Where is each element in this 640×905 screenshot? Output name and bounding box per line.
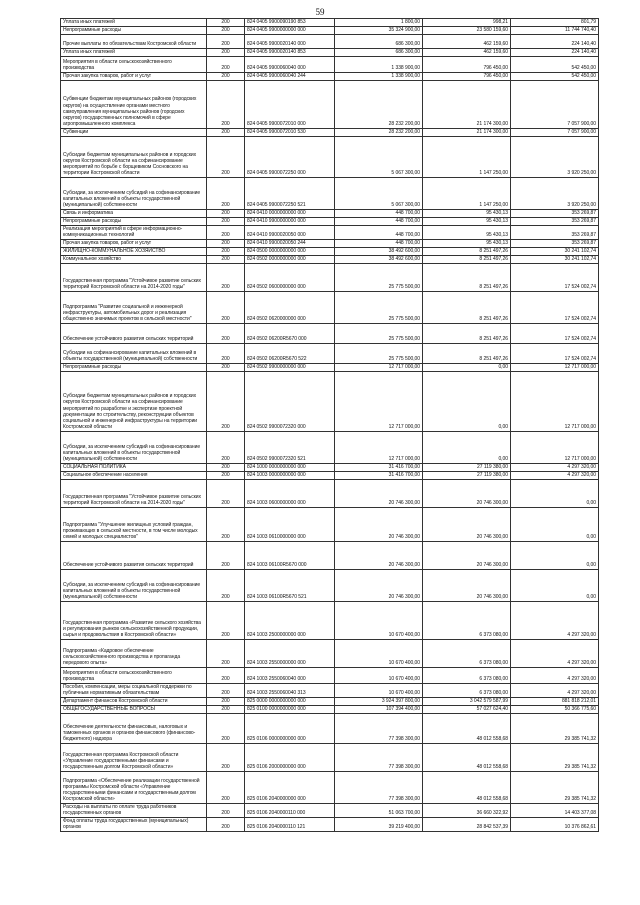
cell-classification-code: 824 0405 9900072250 000 bbox=[245, 137, 335, 178]
cell-classification-code: 824 0405 9900020140 853 bbox=[245, 49, 335, 57]
cell-remainder: 12 717 000,00 bbox=[511, 372, 599, 432]
cell-classification-code: 824 0500 0000000000 000 bbox=[245, 248, 335, 256]
cell-remainder: 0,00 bbox=[511, 542, 599, 570]
cell-admin-code: 200 bbox=[207, 210, 245, 218]
cell-admin-code: 200 bbox=[207, 432, 245, 464]
cell-budget-approved: 10 670 400,00 bbox=[335, 684, 423, 698]
table-row bbox=[61, 35, 599, 49]
table-row bbox=[61, 137, 599, 178]
cell-budget-approved: 12 717 000,00 bbox=[335, 432, 423, 464]
cell-classification-code: 824 0405 9900072010 000 bbox=[245, 81, 335, 129]
cell-admin-code: 200 bbox=[207, 818, 245, 832]
cell-admin-code: 200 bbox=[207, 570, 245, 602]
cell-admin-code: 200 bbox=[207, 472, 245, 480]
cell-executed: 6 373 080,00 bbox=[423, 602, 511, 640]
cell-classification-code: 825 0106 2040000000 000 bbox=[245, 772, 335, 804]
cell-remainder: 29 385 741,32 bbox=[511, 744, 599, 772]
cell-name: Обеспечение деятельности финансовых, налоговых и таможенных органов и органов финансового (финансово-бюджетного) надзора bbox=[61, 714, 207, 744]
cell-classification-code: 824 0405 9900060040 000 bbox=[245, 57, 335, 73]
cell-executed: 8 251 497,26 bbox=[423, 256, 511, 264]
table-row bbox=[61, 324, 599, 344]
cell-name: Подпрограмма «Обеспечение реализации государственной программы Костромской области «Управление государственными финансами и государственным долгом Костромской области» bbox=[61, 772, 207, 804]
table-row bbox=[61, 714, 599, 744]
cell-name: Пособия, компенсации, меры социальной поддержки по публичным нормативным обязательствам bbox=[61, 684, 207, 698]
cell-name: Государственная программа "Устойчивое развитие сельских территорий Костромской области на 2014-2020 годы" bbox=[61, 480, 207, 508]
cell-executed: 0,00 bbox=[423, 432, 511, 464]
cell-budget-approved: 1 800,00 bbox=[335, 19, 423, 27]
cell-executed: 27 119 380,00 bbox=[423, 464, 511, 472]
cell-admin-code: 200 bbox=[207, 640, 245, 668]
cell-classification-code: 824 0502 0620000000 000 bbox=[245, 292, 335, 324]
cell-admin-code: 200 bbox=[207, 129, 245, 137]
cell-remainder: 17 524 002,74 bbox=[511, 344, 599, 364]
cell-admin-code: 200 bbox=[207, 372, 245, 432]
cell-budget-approved: 31 416 700,00 bbox=[335, 464, 423, 472]
table-row bbox=[61, 508, 599, 542]
table-body bbox=[61, 19, 599, 832]
cell-name: Подпрограмма "Развитие социальной и инженерной инфраструктуры, автомобильных дорог и реализация общественно значимых проектов в сельской местности" bbox=[61, 292, 207, 324]
cell-executed: 6 373 080,00 bbox=[423, 684, 511, 698]
cell-classification-code: 824 0502 9900072320 000 bbox=[245, 372, 335, 432]
cell-executed: 20 746 300,00 bbox=[423, 570, 511, 602]
table-row bbox=[61, 542, 599, 570]
cell-classification-code: 824 0410 9900020050 244 bbox=[245, 240, 335, 248]
cell-classification-code: 824 1003 0610000000 000 bbox=[245, 508, 335, 542]
table-row bbox=[61, 178, 599, 210]
table-row bbox=[61, 226, 599, 240]
cell-executed: 6 373 080,00 bbox=[423, 668, 511, 684]
cell-budget-approved: 39 219 400,00 bbox=[335, 818, 423, 832]
cell-classification-code: 824 0502 06200R5670 522 bbox=[245, 344, 335, 364]
table-row bbox=[61, 698, 599, 706]
cell-classification-code: 824 1003 0000000000 000 bbox=[245, 472, 335, 480]
cell-budget-approved: 107 394 400,00 bbox=[335, 706, 423, 714]
cell-remainder: 17 524 002,74 bbox=[511, 292, 599, 324]
cell-executed: 20 746 300,00 bbox=[423, 542, 511, 570]
cell-name: Субвенции bbox=[61, 129, 207, 137]
cell-remainder: 353 269,87 bbox=[511, 210, 599, 218]
table-row bbox=[61, 19, 599, 27]
table-row bbox=[61, 264, 599, 292]
cell-budget-approved: 3 924 397 800,00 bbox=[335, 698, 423, 706]
cell-name: Подпрограмма «Кадровое обеспечение сельскохозяйственного производства и пропаганда передового опыта» bbox=[61, 640, 207, 668]
cell-executed: 462 159,60 bbox=[423, 49, 511, 57]
cell-admin-code: 200 bbox=[207, 464, 245, 472]
cell-classification-code: 825 0106 2040000110 000 bbox=[245, 804, 335, 818]
table-row bbox=[61, 49, 599, 57]
cell-remainder: 30 241 102,74 bbox=[511, 248, 599, 256]
cell-executed: 48 012 558,68 bbox=[423, 714, 511, 744]
cell-budget-approved: 686 300,00 bbox=[335, 49, 423, 57]
cell-admin-code: 200 bbox=[207, 73, 245, 81]
cell-budget-approved: 686 300,00 bbox=[335, 35, 423, 49]
cell-budget-approved: 1 338 900,00 bbox=[335, 57, 423, 73]
cell-name: СОЦИАЛЬНАЯ ПОЛИТИКА bbox=[61, 464, 207, 472]
cell-executed: 1 147 250,00 bbox=[423, 137, 511, 178]
table-row bbox=[61, 464, 599, 472]
cell-name: Реализация мероприятий в сфере информационно-коммуникационных технологий bbox=[61, 226, 207, 240]
cell-remainder: 12 717 000,00 bbox=[511, 364, 599, 372]
table-row bbox=[61, 570, 599, 602]
cell-admin-code: 200 bbox=[207, 714, 245, 744]
cell-name: Расходы на выплаты по оплате труда работников государственных органов bbox=[61, 804, 207, 818]
cell-remainder: 3 920 250,00 bbox=[511, 178, 599, 210]
table-row bbox=[61, 210, 599, 218]
cell-name: Субсидии на софинансирование капитальных вложений в объекты государственной (муниципальной) собственности bbox=[61, 344, 207, 364]
cell-remainder: 29 385 741,32 bbox=[511, 714, 599, 744]
cell-classification-code: 824 1003 0600000000 000 bbox=[245, 480, 335, 508]
cell-budget-approved: 25 775 500,00 bbox=[335, 264, 423, 292]
cell-remainder: 50 366 775,60 bbox=[511, 706, 599, 714]
cell-budget-approved: 38 492 600,00 bbox=[335, 256, 423, 264]
cell-name: Подпрограмма "Улучшение жилищных условий граждан, проживающих в сельской местности, в том числе молодых семей и молодых специалистов" bbox=[61, 508, 207, 542]
cell-name: Социальное обеспечение населения bbox=[61, 472, 207, 480]
cell-classification-code: 825 0106 2040000110 121 bbox=[245, 818, 335, 832]
cell-remainder: 801,79 bbox=[511, 19, 599, 27]
cell-admin-code: 200 bbox=[207, 684, 245, 698]
cell-admin-code: 200 bbox=[207, 27, 245, 35]
cell-name: Государственная программа "Устойчивое развитие сельских территорий Костромской области на 2014-2020 годы" bbox=[61, 264, 207, 292]
cell-classification-code: 825 0106 2000000000 000 bbox=[245, 744, 335, 772]
cell-classification-code: 824 0405 9900072250 521 bbox=[245, 178, 335, 210]
cell-budget-approved: 38 492 600,00 bbox=[335, 248, 423, 256]
cell-name: Прочая закупка товаров, работ и услуг bbox=[61, 240, 207, 248]
cell-executed: 462 159,60 bbox=[423, 35, 511, 49]
cell-name: Государственная программа Костромской области «Управление государственными финансами и государственным долгом Костромской области» bbox=[61, 744, 207, 772]
cell-executed: 998,21 bbox=[423, 19, 511, 27]
cell-admin-code: 200 bbox=[207, 178, 245, 210]
cell-remainder: 12 717 000,00 bbox=[511, 432, 599, 464]
cell-name: Субвенции бюджетам муниципальных районов (городских округов) на осуществление органами местного самоуправления муниципальных районов (городских округов) государственных полномочий в сфере агропромышленного комплекса bbox=[61, 81, 207, 129]
cell-remainder: 17 524 002,74 bbox=[511, 264, 599, 292]
cell-classification-code: 825 0100 0000000000 000 bbox=[245, 706, 335, 714]
cell-classification-code: 824 0502 0600000000 000 bbox=[245, 264, 335, 292]
cell-admin-code: 200 bbox=[207, 668, 245, 684]
cell-executed: 21 174 300,00 bbox=[423, 129, 511, 137]
cell-executed: 3 042 579 587,99 bbox=[423, 698, 511, 706]
cell-admin-code: 200 bbox=[207, 256, 245, 264]
cell-budget-approved: 20 746 300,00 bbox=[335, 508, 423, 542]
cell-executed: 8 251 497,26 bbox=[423, 344, 511, 364]
cell-remainder: 7 057 900,00 bbox=[511, 129, 599, 137]
cell-classification-code: 824 0410 0000000000 000 bbox=[245, 210, 335, 218]
cell-name: Связь и информатика bbox=[61, 210, 207, 218]
cell-budget-approved: 20 746 300,00 bbox=[335, 542, 423, 570]
table-row bbox=[61, 684, 599, 698]
cell-remainder: 353 269,87 bbox=[511, 240, 599, 248]
cell-name: Мероприятия в области сельскохозяйственного производства bbox=[61, 57, 207, 73]
cell-classification-code: 824 1003 2550060040 313 bbox=[245, 684, 335, 698]
cell-admin-code: 200 bbox=[207, 698, 245, 706]
cell-budget-approved: 12 717 000,00 bbox=[335, 372, 423, 432]
cell-remainder: 4 297 320,00 bbox=[511, 472, 599, 480]
table-row bbox=[61, 602, 599, 640]
table-row bbox=[61, 57, 599, 73]
cell-admin-code: 200 bbox=[207, 772, 245, 804]
cell-remainder: 4 297 320,00 bbox=[511, 464, 599, 472]
cell-admin-code: 200 bbox=[207, 49, 245, 57]
table-row bbox=[61, 640, 599, 668]
table-row bbox=[61, 27, 599, 35]
cell-remainder: 4 297 320,00 bbox=[511, 684, 599, 698]
cell-admin-code: 200 bbox=[207, 137, 245, 178]
cell-name: Мероприятия в области сельскохозяйственного производства bbox=[61, 668, 207, 684]
cell-remainder: 11 744 740,40 bbox=[511, 27, 599, 35]
table-row bbox=[61, 292, 599, 324]
cell-remainder: 224 140,40 bbox=[511, 35, 599, 49]
cell-remainder: 542 450,00 bbox=[511, 57, 599, 73]
cell-admin-code: 200 bbox=[207, 57, 245, 73]
cell-executed: 21 174 300,00 bbox=[423, 81, 511, 129]
cell-classification-code: 824 1003 2550060040 000 bbox=[245, 668, 335, 684]
cell-classification-code: 825 0106 0000000000 000 bbox=[245, 714, 335, 744]
cell-budget-approved: 28 232 200,00 bbox=[335, 129, 423, 137]
cell-remainder: 3 920 250,00 bbox=[511, 137, 599, 178]
cell-admin-code: 200 bbox=[207, 292, 245, 324]
table-row bbox=[61, 804, 599, 818]
cell-budget-approved: 77 398 300,00 bbox=[335, 744, 423, 772]
cell-remainder: 0,00 bbox=[511, 508, 599, 542]
cell-budget-approved: 448 700,00 bbox=[335, 218, 423, 226]
cell-name: Обеспечение устойчивого развития сельских территорий bbox=[61, 324, 207, 344]
cell-budget-approved: 51 063 700,00 bbox=[335, 804, 423, 818]
cell-admin-code: 200 bbox=[207, 81, 245, 129]
cell-classification-code: 824 0502 9900072320 521 bbox=[245, 432, 335, 464]
cell-remainder: 4 297 320,00 bbox=[511, 668, 599, 684]
cell-name: Субсидии бюджетам муниципальных районов и городских округов Костромской области на софинансирование мероприятий по разработке и экспертизе проектной документации по строительству, реконструкции объектов социальной и инженерной инфраструктуры на территории Костромской области bbox=[61, 372, 207, 432]
cell-executed: 95 430,13 bbox=[423, 210, 511, 218]
cell-remainder: 0,00 bbox=[511, 480, 599, 508]
cell-classification-code: 824 1003 06100R5670 521 bbox=[245, 570, 335, 602]
cell-admin-code: 200 bbox=[207, 264, 245, 292]
cell-name: ОБЩЕГОСУДАРСТВЕННЫЕ ВОПРОСЫ bbox=[61, 706, 207, 714]
cell-budget-approved: 448 700,00 bbox=[335, 210, 423, 218]
cell-executed: 20 746 300,00 bbox=[423, 480, 511, 508]
cell-admin-code: 200 bbox=[207, 240, 245, 248]
table-row bbox=[61, 344, 599, 364]
cell-classification-code: 824 0405 9900000000 000 bbox=[245, 27, 335, 35]
cell-budget-approved: 25 775 500,00 bbox=[335, 324, 423, 344]
cell-name: Обеспечение устойчивого развития сельских территорий bbox=[61, 542, 207, 570]
cell-budget-approved: 5 067 300,00 bbox=[335, 137, 423, 178]
cell-executed: 48 012 558,68 bbox=[423, 744, 511, 772]
cell-executed: 6 373 080,00 bbox=[423, 640, 511, 668]
cell-executed: 8 251 497,26 bbox=[423, 248, 511, 256]
cell-name: Субсидии, за исключением субсидий на софинансирование капитальных вложений в объекты государственной (муниципальной) собственности bbox=[61, 178, 207, 210]
table-row bbox=[61, 81, 599, 129]
cell-name: Субсидии, за исключением субсидий на софинансирование капитальных вложений в объекты государственной (муниципальной) собственности bbox=[61, 432, 207, 464]
cell-admin-code: 200 bbox=[207, 706, 245, 714]
cell-admin-code: 200 bbox=[207, 744, 245, 772]
cell-name: Коммунальное хозяйство bbox=[61, 256, 207, 264]
cell-executed: 1 147 250,00 bbox=[423, 178, 511, 210]
cell-name: Прочая закупка товаров, работ и услуг bbox=[61, 73, 207, 81]
cell-remainder: 29 385 741,32 bbox=[511, 772, 599, 804]
cell-budget-approved: 10 670 400,00 bbox=[335, 602, 423, 640]
cell-executed: 796 450,00 bbox=[423, 73, 511, 81]
cell-classification-code: 824 0405 9900090190 853 bbox=[245, 19, 335, 27]
cell-budget-approved: 28 232 200,00 bbox=[335, 81, 423, 129]
cell-admin-code: 200 bbox=[207, 344, 245, 364]
cell-name: Уплата иных платежей bbox=[61, 19, 207, 27]
cell-remainder: 14 403 377,08 bbox=[511, 804, 599, 818]
cell-executed: 23 580 159,60 bbox=[423, 27, 511, 35]
table-row bbox=[61, 240, 599, 248]
cell-remainder: 353 269,87 bbox=[511, 218, 599, 226]
table-row bbox=[61, 248, 599, 256]
cell-admin-code: 200 bbox=[207, 364, 245, 372]
cell-admin-code: 200 bbox=[207, 218, 245, 226]
cell-budget-approved: 25 775 500,00 bbox=[335, 344, 423, 364]
cell-budget-approved: 448 700,00 bbox=[335, 226, 423, 240]
cell-remainder: 30 241 102,74 bbox=[511, 256, 599, 264]
cell-name: Государственная программа «Развитие сельского хозяйства и регулирования рынков сельскохозяйственной продукции, сырья и продовольствия в Костромской области» bbox=[61, 602, 207, 640]
cell-executed: 36 660 322,92 bbox=[423, 804, 511, 818]
cell-budget-approved: 35 324 900,00 bbox=[335, 27, 423, 35]
cell-classification-code: 824 0410 9900020050 000 bbox=[245, 226, 335, 240]
cell-budget-approved: 31 416 700,00 bbox=[335, 472, 423, 480]
cell-admin-code: 200 bbox=[207, 226, 245, 240]
cell-budget-approved: 1 338 900,00 bbox=[335, 73, 423, 81]
cell-name: Фонд оплаты труда государственных (муниципальных) органов bbox=[61, 818, 207, 832]
cell-remainder: 4 297 320,00 bbox=[511, 640, 599, 668]
cell-budget-approved: 12 717 000,00 bbox=[335, 364, 423, 372]
cell-remainder: 881 818 212,01 bbox=[511, 698, 599, 706]
cell-classification-code: 824 0405 9900060040 244 bbox=[245, 73, 335, 81]
cell-name: Прочие выплаты по обязательствам Костромской области bbox=[61, 35, 207, 49]
cell-name: ЖИЛИЩНО-КОММУНАЛЬНОЕ ХОЗЯЙСТВО bbox=[61, 248, 207, 256]
table-row bbox=[61, 668, 599, 684]
cell-executed: 20 746 300,00 bbox=[423, 508, 511, 542]
cell-remainder: 353 269,87 bbox=[511, 226, 599, 240]
cell-admin-code: 200 bbox=[207, 248, 245, 256]
cell-executed: 57 027 624,40 bbox=[423, 706, 511, 714]
cell-remainder: 224 140,40 bbox=[511, 49, 599, 57]
table-row bbox=[61, 256, 599, 264]
cell-remainder: 10 376 862,61 bbox=[511, 818, 599, 832]
budget-execution-table bbox=[60, 18, 599, 832]
page-number: 59 bbox=[315, 7, 325, 17]
cell-name: Непрограммные расходы bbox=[61, 218, 207, 226]
cell-remainder: 17 524 002,74 bbox=[511, 324, 599, 344]
cell-budget-approved: 25 775 500,00 bbox=[335, 292, 423, 324]
cell-name: Уплата иных платежей bbox=[61, 49, 207, 57]
cell-classification-code: 824 0502 06200R5670 000 bbox=[245, 324, 335, 344]
cell-executed: 796 450,00 bbox=[423, 57, 511, 73]
table-row bbox=[61, 472, 599, 480]
cell-executed: 48 012 558,68 bbox=[423, 772, 511, 804]
table-row bbox=[61, 73, 599, 81]
cell-classification-code: 824 0405 9900020140 000 bbox=[245, 35, 335, 49]
cell-budget-approved: 10 670 400,00 bbox=[335, 668, 423, 684]
table-row bbox=[61, 129, 599, 137]
cell-admin-code: 200 bbox=[207, 508, 245, 542]
cell-classification-code: 824 1000 0000000000 000 bbox=[245, 464, 335, 472]
cell-name: Субсидии бюджетам муниципальных районов и городских округов Костромской области на софинансирование мероприятий по борьбе с борщевиком Сосновского на территории Костромской области bbox=[61, 137, 207, 178]
cell-executed: 95 430,13 bbox=[423, 240, 511, 248]
cell-executed: 27 119 380,00 bbox=[423, 472, 511, 480]
table-row bbox=[61, 744, 599, 772]
cell-classification-code: 824 1003 06100R5670 000 bbox=[245, 542, 335, 570]
table-row bbox=[61, 364, 599, 372]
cell-executed: 8 251 497,26 bbox=[423, 264, 511, 292]
cell-classification-code: 824 1003 2550000000 000 bbox=[245, 640, 335, 668]
cell-classification-code: 824 0502 0000000000 000 bbox=[245, 256, 335, 264]
cell-executed: 8 251 497,26 bbox=[423, 324, 511, 344]
cell-classification-code: 825 0000 0000000000 000 bbox=[245, 698, 335, 706]
table-row bbox=[61, 706, 599, 714]
cell-executed: 95 430,13 bbox=[423, 218, 511, 226]
cell-classification-code: 824 0405 9900072010 530 bbox=[245, 129, 335, 137]
cell-budget-approved: 77 398 300,00 bbox=[335, 714, 423, 744]
cell-remainder: 542 450,00 bbox=[511, 73, 599, 81]
cell-admin-code: 200 bbox=[207, 19, 245, 27]
cell-budget-approved: 448 700,00 bbox=[335, 240, 423, 248]
cell-admin-code: 200 bbox=[207, 804, 245, 818]
table-row bbox=[61, 772, 599, 804]
table-row bbox=[61, 432, 599, 464]
table-row bbox=[61, 372, 599, 432]
cell-classification-code: 824 1003 2500000000 000 bbox=[245, 602, 335, 640]
cell-classification-code: 824 0502 9900000000 000 bbox=[245, 364, 335, 372]
cell-admin-code: 200 bbox=[207, 480, 245, 508]
table-row bbox=[61, 218, 599, 226]
cell-remainder: 0,00 bbox=[511, 570, 599, 602]
cell-budget-approved: 77 398 300,00 bbox=[335, 772, 423, 804]
cell-executed: 0,00 bbox=[423, 372, 511, 432]
cell-budget-approved: 10 670 400,00 bbox=[335, 640, 423, 668]
cell-remainder: 7 057 900,00 bbox=[511, 81, 599, 129]
cell-admin-code: 200 bbox=[207, 35, 245, 49]
cell-budget-approved: 5 067 300,00 bbox=[335, 178, 423, 210]
cell-executed: 95 430,13 bbox=[423, 226, 511, 240]
cell-name: Непрограммные расходы bbox=[61, 364, 207, 372]
cell-admin-code: 200 bbox=[207, 542, 245, 570]
cell-executed: 0,00 bbox=[423, 364, 511, 372]
table-row bbox=[61, 818, 599, 832]
cell-name: Департамент финансов Костромской области bbox=[61, 698, 207, 706]
table-row bbox=[61, 480, 599, 508]
cell-name: Непрограммные расходы bbox=[61, 27, 207, 35]
cell-name: Субсидии, за исключением субсидий на софинансирование капитальных вложений в объекты государственной (муниципальной) собственности bbox=[61, 570, 207, 602]
cell-admin-code: 200 bbox=[207, 324, 245, 344]
cell-admin-code: 200 bbox=[207, 602, 245, 640]
cell-classification-code: 824 0410 9900000000 000 bbox=[245, 218, 335, 226]
cell-remainder: 4 297 320,00 bbox=[511, 602, 599, 640]
cell-budget-approved: 20 746 300,00 bbox=[335, 570, 423, 602]
cell-executed: 28 842 537,39 bbox=[423, 818, 511, 832]
cell-executed: 8 251 497,26 bbox=[423, 292, 511, 324]
cell-budget-approved: 20 746 300,00 bbox=[335, 480, 423, 508]
